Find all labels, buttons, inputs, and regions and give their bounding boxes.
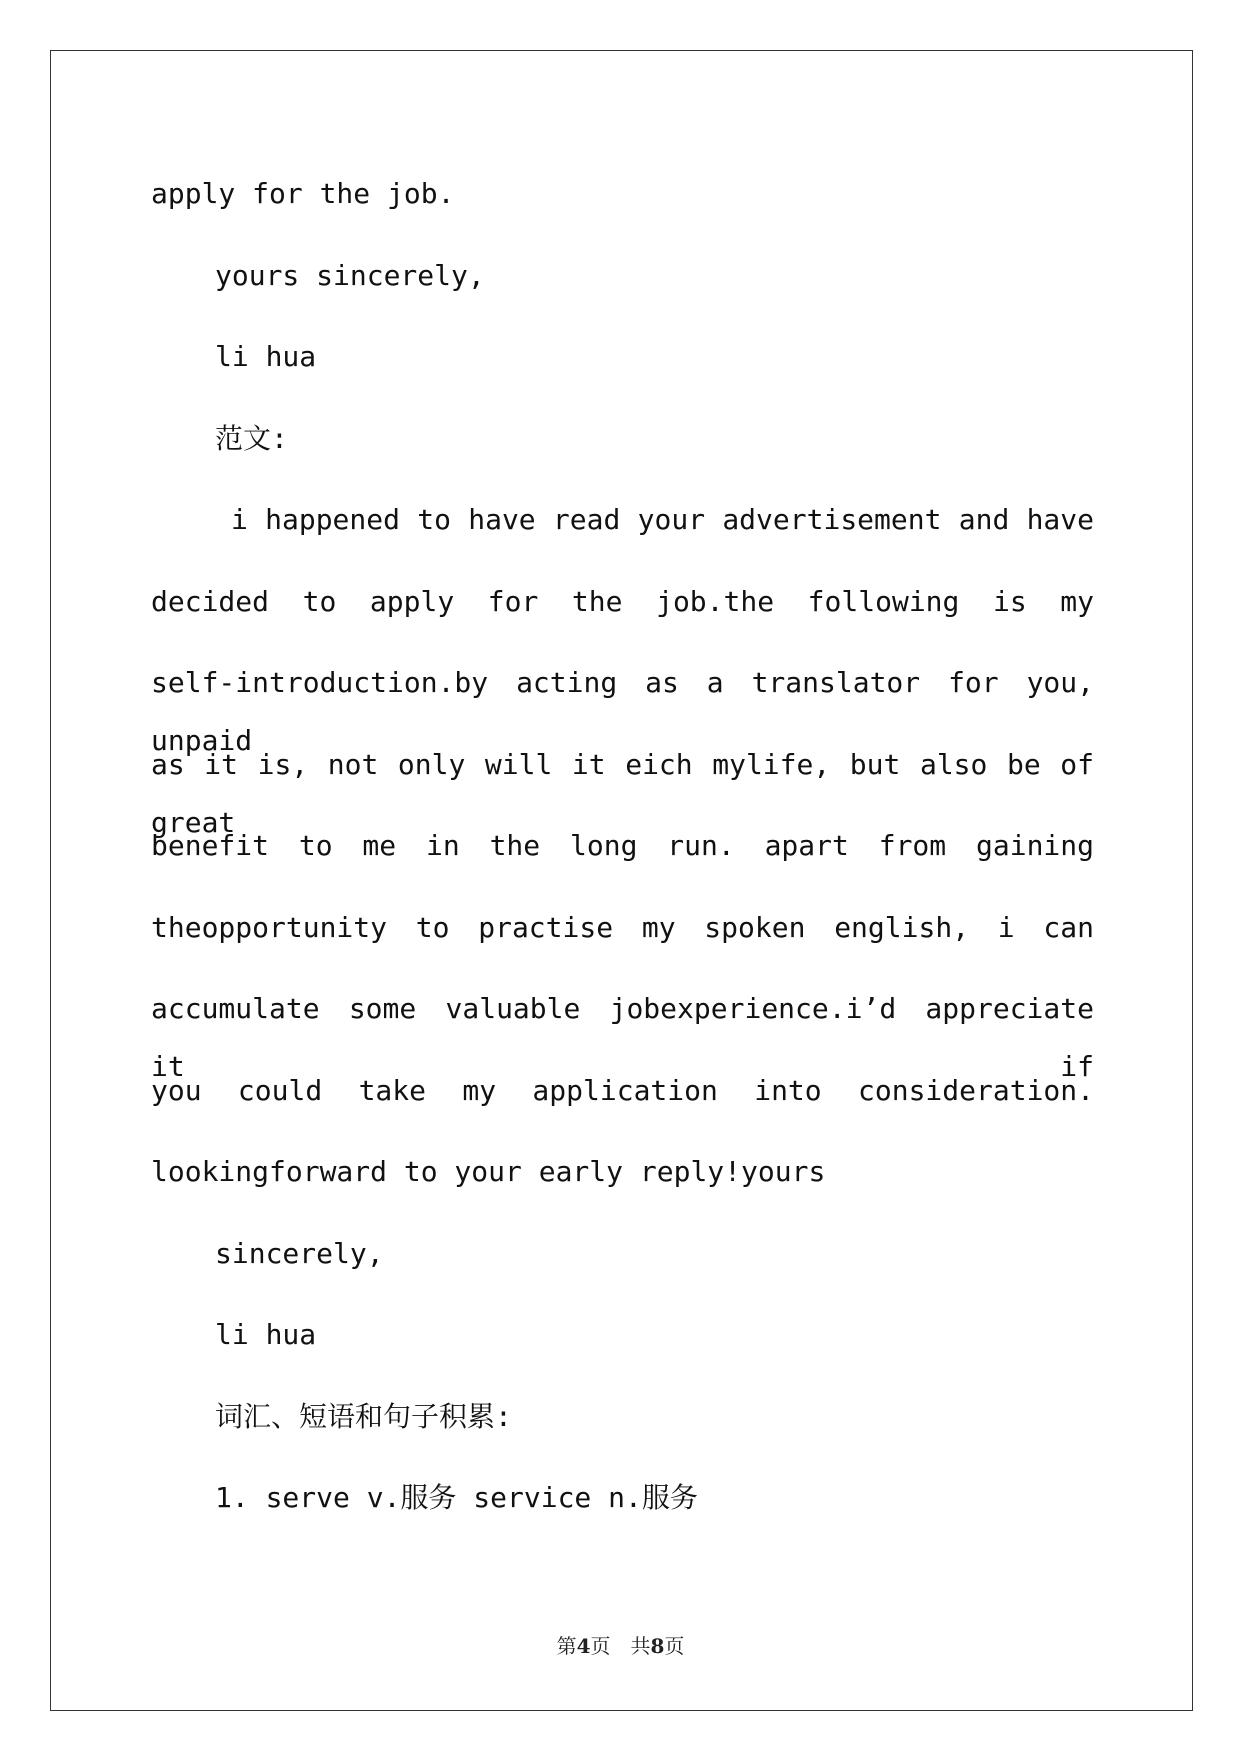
text-line: decided to apply for the job.the following is my xyxy=(151,584,1094,618)
text-line: yours sincerely, xyxy=(215,258,485,292)
text-line: lookingforward to your early reply!yours xyxy=(151,1155,826,1188)
document-body xyxy=(151,165,1094,1551)
text-line: benefit to me in the long run. apart from gaining xyxy=(151,829,1094,862)
text-line: li hua xyxy=(215,340,317,373)
list-item: 1. serve v.服务 service n.服务 xyxy=(215,1481,698,1514)
section-heading: 范文: xyxy=(215,421,288,455)
section-heading: 词汇、短语和句子积累: xyxy=(215,1399,512,1433)
text-line: apply for the job. xyxy=(151,177,455,210)
page-prefix: 第 xyxy=(556,1634,577,1658)
text-line: theopportunity to practise my spoken english, i can xyxy=(151,910,1094,944)
total-prefix: 共 xyxy=(630,1634,651,1658)
text-line: li hua xyxy=(215,1318,317,1351)
text-line: you could take my application into consideration. xyxy=(151,1073,1094,1107)
page-number-current: 4 xyxy=(576,1634,591,1658)
text-line: i happened to have read your advertisement and have xyxy=(231,503,1094,536)
page-footer xyxy=(0,1630,1241,1659)
page-number-total: 8 xyxy=(650,1634,665,1658)
page-suffix: 页 xyxy=(590,1634,611,1658)
text-line: accumulate some valuable jobexperience.i’d appreciate it if xyxy=(151,992,1094,1083)
text-line: as it is, not only will it eich mylife, but also be of great xyxy=(151,747,1094,839)
total-suffix: 页 xyxy=(664,1634,685,1658)
text-line: self-introduction.by acting as a translator for you, unpaid xyxy=(151,666,1094,757)
text-line: sincerely, xyxy=(215,1236,384,1270)
